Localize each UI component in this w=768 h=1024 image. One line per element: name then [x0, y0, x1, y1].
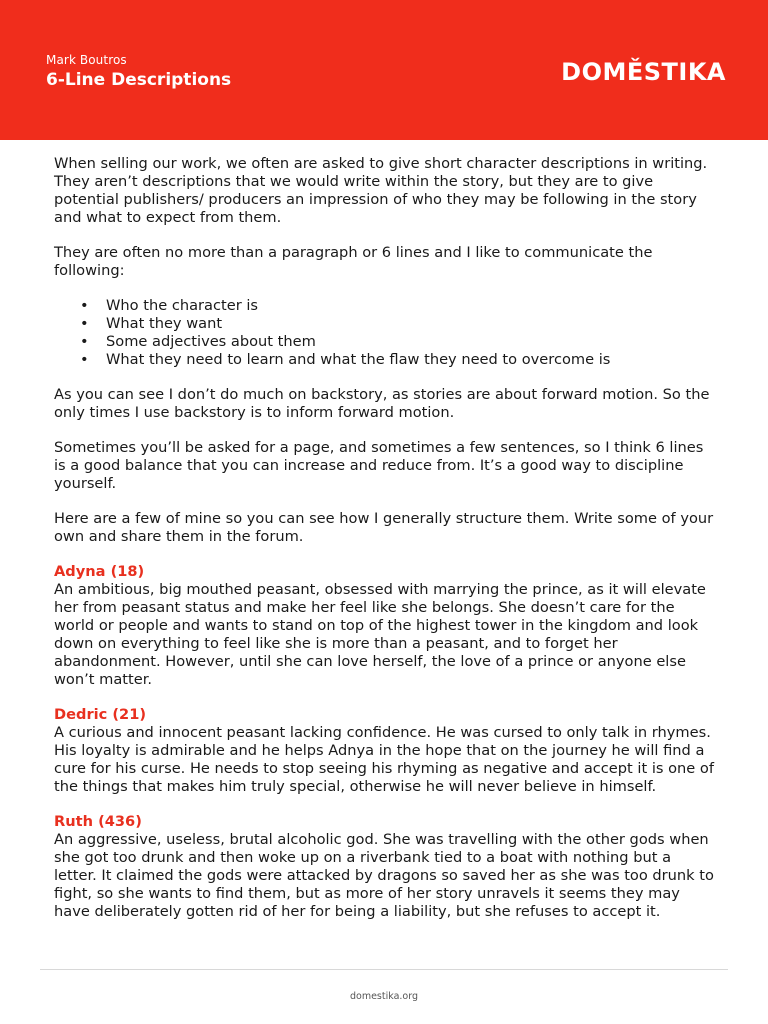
intro-paragraph-3: As you can see I don’t do much on backstory, as stories are about forward motion. So the only times I use backstory is to inform forward motion. — [54, 386, 710, 421]
character-name: Ruth (436) — [54, 813, 142, 830]
author-name: Mark Boutros — [46, 53, 127, 67]
character-dedric — [54, 706, 714, 796]
document-title: 6-Line Descriptions — [46, 70, 232, 90]
character-name: Adyna (18) — [54, 563, 145, 580]
character-ruth — [54, 813, 714, 921]
intro-paragraph-1: When selling our work, we often are asked to give short character descriptions in writing. They aren’t descriptions that we would write within the story, but they are to give potential publishers/ producers an impression of who they may be following in the story and what to expect from them. — [54, 155, 708, 226]
list-item: • Who the character is — [106, 297, 714, 315]
character-name: Dedric (21) — [54, 706, 147, 723]
intro-paragraph-5: Here are a few of mine so you can see how I generally structure them. Write some of your own and share them in the forum. — [54, 510, 714, 545]
character-adyna — [54, 563, 714, 689]
bullet-list — [54, 297, 714, 369]
document-body — [54, 155, 714, 938]
character-description: A curious and innocent peasant lacking confidence. He was cursed to only talk in rhymes. His loyalty is admirable and he helps Adnya in the hope that on the journey he will find a cure for his curse. He needs to stop seeing his rhyming as negative and accept it is one of the things that makes him truly special, otherwise he will never believe in himself. — [54, 724, 714, 795]
domestika-logo: DOMĚSTIKA — [561, 58, 726, 86]
intro-paragraph-2: They are often no more than a paragraph or 6 lines and I like to communicate the following: — [54, 244, 653, 279]
footer-divider — [40, 969, 728, 970]
page-header — [0, 0, 768, 140]
list-item: • What they want — [106, 315, 714, 333]
list-item: • Some adjectives about them — [106, 333, 714, 351]
character-description: An ambitious, big mouthed peasant, obsessed with marrying the prince, as it will elevate her from peasant status and make her feel like she belongs. She doesn’t care for the world or people and wants to stand on top of the highest tower in the kingdom and look down on everything to feel like she is more than a peasant, and to forget her abandonment. However, until she can love herself, the love of a prince or anyone else won’t matter. — [54, 581, 706, 688]
footer-url[interactable]: domestika.org — [349, 991, 418, 1002]
list-item: • What they need to learn and what the flaw they need to overcome is — [106, 351, 714, 369]
intro-paragraph-4: Sometimes you’ll be asked for a page, and sometimes a few sentences, so I think 6 lines is a good balance that you can increase and reduce from. It’s a good way to discipline yourself. — [54, 439, 704, 492]
character-description: An aggressive, useless, brutal alcoholic god. She was travelling with the other gods when she got too drunk and then woke up on a riverbank tied to a boat with nothing but a letter. It claimed the gods were attacked by dragons so saved her as she was too drunk to fight, so she wants to find them, but as more of her story unravels it seems they may have deliberately gotten rid of her for being a liability, but she refuses to accept it. — [54, 831, 714, 920]
